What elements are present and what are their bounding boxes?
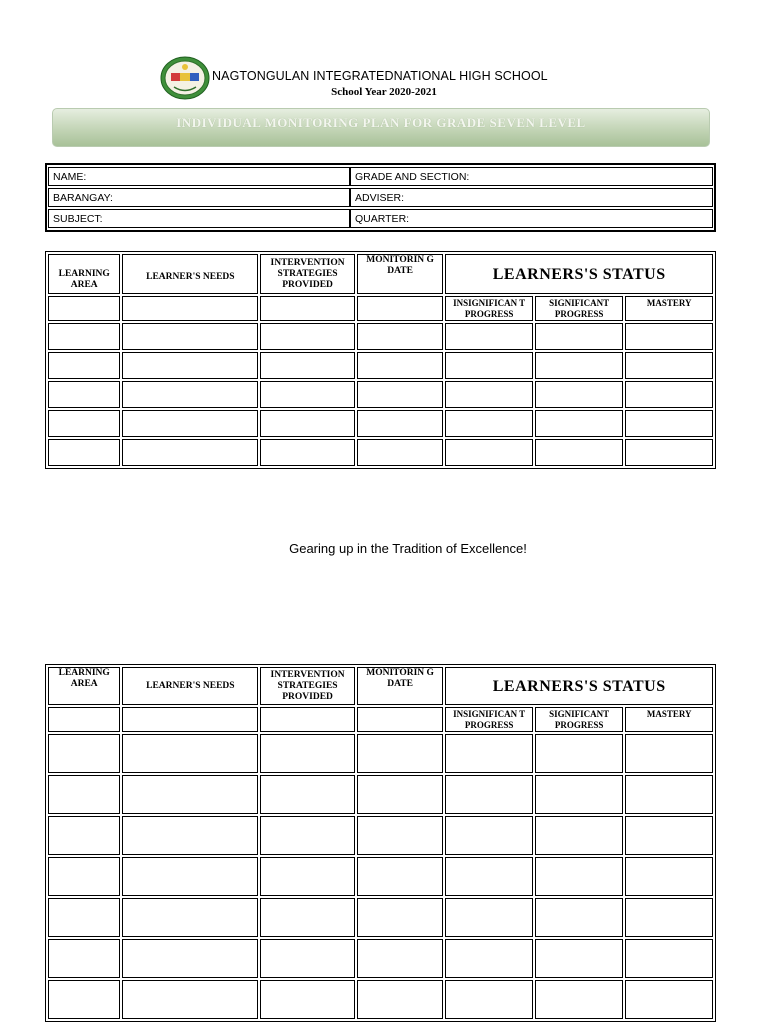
name-field[interactable]: NAME: (48, 167, 350, 186)
table-cell[interactable] (48, 816, 120, 855)
table-cell[interactable] (48, 439, 120, 466)
school-name: NAGTONGULAN INTEGRATEDNATIONAL HIGH SCHOOL (212, 69, 548, 83)
status-significant: SIGNIFICANT PROGRESS (535, 707, 624, 732)
school-motto: Gearing up in the Tradition of Excellence! (289, 541, 527, 556)
subject-field[interactable]: SUBJECT: (48, 209, 350, 228)
table-row (48, 775, 713, 814)
learners-status-title: LEARNERS'S STATUS (445, 667, 713, 705)
quarter-field[interactable]: QUARTER: (350, 209, 713, 228)
table-row (48, 898, 713, 937)
table-row (48, 857, 713, 896)
table-cell[interactable] (625, 381, 713, 408)
table-cell[interactable] (122, 734, 258, 773)
table-cell[interactable] (122, 816, 258, 855)
table-cell[interactable] (48, 381, 120, 408)
table-cell[interactable] (357, 410, 444, 437)
table-cell[interactable] (535, 980, 624, 1019)
table-cell[interactable] (357, 439, 444, 466)
col-learning-area: LEARNING AREA (48, 254, 120, 294)
table-cell[interactable] (122, 381, 258, 408)
table-cell[interactable] (625, 734, 713, 773)
table-cell[interactable] (260, 381, 355, 408)
header-row (48, 254, 713, 294)
table-row (48, 816, 713, 855)
table-cell[interactable] (260, 410, 355, 437)
table-row (48, 352, 713, 379)
table-cell[interactable] (260, 323, 355, 350)
col-learning-area: LEARNING AREA (48, 667, 120, 705)
table-cell[interactable] (625, 410, 713, 437)
table-cell[interactable] (48, 323, 120, 350)
table-cell[interactable] (625, 939, 713, 978)
status-insignificant: INSIGNIFICAN T PROGRESS (445, 296, 533, 321)
status-mastery: MASTERY (625, 707, 713, 732)
col-learners-needs: LEARNER'S NEEDS (122, 254, 258, 294)
table-cell[interactable] (122, 296, 258, 321)
table-cell[interactable] (445, 381, 533, 408)
table-cell[interactable] (535, 381, 624, 408)
table-cell[interactable] (122, 939, 258, 978)
table-cell[interactable] (445, 352, 533, 379)
table-cell[interactable] (122, 323, 258, 350)
table-row (48, 939, 713, 978)
table-cell[interactable] (48, 734, 120, 773)
col-intervention: INTERVENTION STRATEGIES PROVIDED (260, 254, 355, 294)
table-cell[interactable] (625, 352, 713, 379)
table-cell[interactable] (357, 323, 444, 350)
col-intervention: INTERVENTION STRATEGIES PROVIDED (260, 667, 355, 705)
header-row (48, 667, 713, 705)
table-cell[interactable] (122, 857, 258, 896)
table-cell[interactable] (260, 296, 355, 321)
table-cell[interactable] (357, 857, 444, 896)
adviser-field[interactable]: ADVISER: (350, 188, 713, 207)
table-cell[interactable] (260, 898, 355, 937)
table-row (48, 323, 713, 350)
table-cell[interactable] (260, 352, 355, 379)
table-cell[interactable] (48, 898, 120, 937)
table-cell[interactable] (48, 296, 120, 321)
table-cell[interactable] (357, 707, 444, 732)
status-insignificant: INSIGNIFICAN T PROGRESS (445, 707, 533, 732)
table-cell[interactable] (535, 410, 624, 437)
table-cell[interactable] (445, 980, 533, 1019)
table-cell[interactable] (260, 707, 355, 732)
table-cell[interactable] (357, 775, 444, 814)
table-cell[interactable] (625, 775, 713, 814)
status-significant: SIGNIFICANT PROGRESS (535, 296, 624, 321)
table-cell[interactable] (48, 707, 120, 732)
table-cell[interactable] (357, 352, 444, 379)
table-cell[interactable] (445, 939, 533, 978)
table-cell[interactable] (260, 775, 355, 814)
table-cell[interactable] (260, 939, 355, 978)
school-year: School Year 2020-2021 (331, 86, 437, 98)
table-cell[interactable] (445, 816, 533, 855)
table-cell[interactable] (48, 980, 120, 1019)
col-monitoring-date: MONITORIN G DATE (357, 254, 444, 294)
table-cell[interactable] (445, 439, 533, 466)
table-cell[interactable] (535, 857, 624, 896)
table-row (48, 980, 713, 1019)
table-cell[interactable] (625, 980, 713, 1019)
table-cell[interactable] (445, 323, 533, 350)
table-cell[interactable] (48, 410, 120, 437)
table-cell[interactable] (122, 980, 258, 1019)
table-cell[interactable] (260, 734, 355, 773)
learner-info-table (45, 163, 716, 232)
info-row (48, 167, 713, 186)
monitoring-table-2 (45, 664, 716, 1022)
table-cell[interactable] (260, 857, 355, 896)
subheader-row (48, 296, 713, 321)
table-cell[interactable] (357, 816, 444, 855)
info-row (48, 188, 713, 207)
banner-title: INDIVIDUAL MONITORING PLAN FOR GRADE SEVEN LEVEL (176, 115, 586, 130)
table-cell[interactable] (445, 734, 533, 773)
table-cell[interactable] (445, 898, 533, 937)
table-cell[interactable] (535, 939, 624, 978)
title-banner (52, 108, 710, 147)
barangay-field[interactable]: BARANGAY: (48, 188, 350, 207)
table-cell[interactable] (625, 323, 713, 350)
table-cell[interactable] (445, 410, 533, 437)
table-cell[interactable] (625, 439, 713, 466)
col-learners-needs: LEARNER'S NEEDS (122, 667, 258, 705)
table-cell[interactable] (122, 775, 258, 814)
table-cell[interactable] (48, 857, 120, 896)
table-cell[interactable] (357, 381, 444, 408)
grade-section-field[interactable]: GRADE AND SECTION: (350, 167, 713, 186)
table-cell[interactable] (48, 775, 120, 814)
table-cell[interactable] (625, 857, 713, 896)
learners-status-title: LEARNERS'S STATUS (445, 254, 713, 294)
document-header (0, 0, 768, 130)
status-mastery: MASTERY (625, 296, 713, 321)
table-cell[interactable] (357, 980, 444, 1019)
table-cell[interactable] (535, 775, 624, 814)
table-cell[interactable] (122, 352, 258, 379)
monitoring-table-1 (45, 251, 716, 469)
table-row (48, 734, 713, 773)
table-cell[interactable] (535, 898, 624, 937)
table-cell[interactable] (260, 980, 355, 1019)
col-monitoring-date: MONITORIN G DATE (357, 667, 444, 705)
table-cell[interactable] (48, 939, 120, 978)
table-row (48, 410, 713, 437)
table-cell[interactable] (625, 816, 713, 855)
table-cell[interactable] (357, 734, 444, 773)
table-cell[interactable] (122, 410, 258, 437)
table-row (48, 439, 713, 466)
table-cell[interactable] (357, 296, 444, 321)
table-cell[interactable] (357, 898, 444, 937)
table-cell[interactable] (260, 816, 355, 855)
table-cell[interactable] (535, 816, 624, 855)
table-cell[interactable] (48, 352, 120, 379)
table-cell[interactable] (445, 857, 533, 896)
table-cell[interactable] (445, 775, 533, 814)
table-cell[interactable] (535, 439, 624, 466)
table-cell[interactable] (122, 707, 258, 732)
table-row (48, 381, 713, 408)
table-cell[interactable] (535, 323, 624, 350)
table-cell[interactable] (535, 734, 624, 773)
table-cell[interactable] (535, 352, 624, 379)
table-cell[interactable] (260, 439, 355, 466)
table-cell[interactable] (122, 439, 258, 466)
table-cell[interactable] (357, 939, 444, 978)
subheader-row (48, 707, 713, 732)
info-row (48, 209, 713, 228)
table-cell[interactable] (122, 898, 258, 937)
table-cell[interactable] (625, 898, 713, 937)
